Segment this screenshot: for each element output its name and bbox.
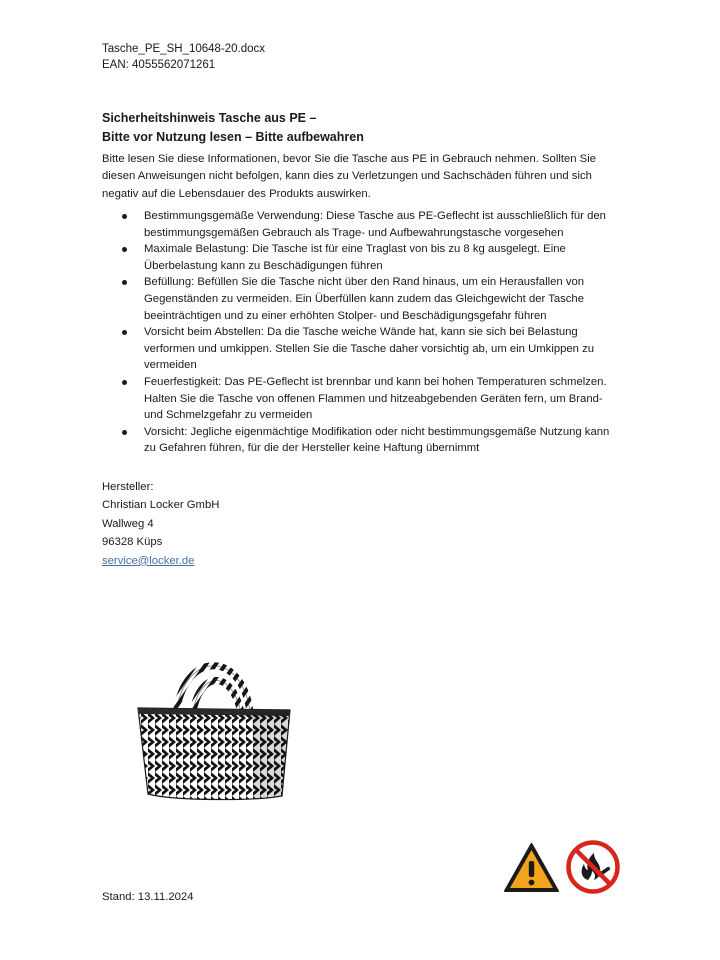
manufacturer-city: 96328 Küps — [102, 536, 163, 549]
bullet-line: Gegenständen zu vermeiden. Ein Überfüllen kann zudem das Gleichgewicht der Tasche — [144, 292, 584, 305]
bullet-item-caution — [102, 424, 622, 457]
bullet-dot-icon — [122, 430, 127, 435]
bullet-dot-icon — [122, 247, 127, 252]
bullet-line: Feuerfestigkeit: Das PE-Geflecht ist brennbar und kann bei hohen Temperaturen schmelzen. — [144, 375, 607, 388]
bullet-line: Maximale Belastung: Die Tasche ist für eine Traglast von bis zu 8 kg ausgelegt. Eine — [144, 243, 566, 256]
document-header — [102, 42, 265, 73]
bullet-item-intended-use — [102, 208, 622, 241]
bullet-line: Überbelastung kann zu Beschädigungen führen — [144, 259, 383, 272]
document-title — [102, 109, 364, 147]
manufacturer-street: Wallweg 4 — [102, 517, 154, 530]
intro-paragraph — [102, 151, 622, 203]
manufacturer-company: Christian Locker GmbH — [102, 499, 220, 512]
bullet-dot-icon — [122, 330, 127, 335]
woven-bag-image — [134, 652, 292, 802]
bullet-line: bestimmungsgemäßen Gebrauch als Trage- und Aufbewahrungstasche vorgesehen — [144, 226, 564, 239]
no-open-flame-icon — [566, 840, 620, 894]
intro-line: negativ auf die Lebensdauer des Produkts auswirken. — [102, 187, 371, 200]
manufacturer-email-link[interactable]: service@locker.de — [102, 554, 195, 567]
bullet-dot-icon — [122, 280, 127, 285]
intro-line: diesen Anweisungen nicht befolgen, kann dies zu Verletzungen und Sachschäden führen und sich — [102, 170, 592, 183]
bullet-item-setting-down — [102, 324, 622, 374]
bullet-dot-icon — [122, 214, 127, 219]
intro-line: Bitte lesen Sie diese Informationen, bevor Sie die Tasche aus PE in Gebrauch nehmen. Sollten Sie — [102, 153, 597, 165]
title-line-1: Sicherheitshinweis Tasche aus PE – — [102, 111, 317, 125]
manufacturer-label: Hersteller: — [102, 481, 154, 493]
bullet-line: Halten Sie die Tasche von offenen Flammen und hitzeabgebenden Geräten fern, um Brand- — [144, 392, 603, 405]
safety-bullet-list — [102, 208, 622, 457]
bullet-line: Vorsicht beim Abstellen: Da die Tasche weiche Wände hat, kann sie sich bei Belastung — [144, 326, 578, 339]
bullet-line: und Schmelzgefahr zu vermeiden — [144, 409, 313, 422]
bullet-line: Befüllung: Befüllen Sie die Tasche nicht über den Rand hinaus, um ein Herausfallen von — [144, 276, 585, 289]
manufacturer-block — [102, 478, 219, 570]
bullet-dot-icon — [122, 380, 127, 385]
bullet-item-max-load — [102, 241, 622, 274]
filename-text: Tasche_PE_SH_10648-20.docx — [102, 43, 266, 55]
bullet-line: vermeiden — [144, 359, 197, 372]
bullet-line: Vorsicht: Jegliche eigenmächtige Modifikation oder nicht bestimmungsgemäße Nutzung kann — [144, 425, 610, 438]
bullet-item-filling — [102, 274, 622, 324]
title-line-2: Bitte vor Nutzung lesen – Bitte aufbewahren — [102, 130, 364, 144]
bullet-line: beeinträchtigen und zu einer erhöhten Stolper- und Beschädigungsgefahr führen — [144, 309, 547, 322]
bullet-line: verformen und umkippen. Stellen Sie die Tasche daher vorsichtig ab, um ein Umkippen zu — [144, 342, 595, 355]
stand-date: Stand: 13.11.2024 — [102, 891, 194, 903]
ean-text: EAN: 4055562071261 — [102, 58, 216, 71]
bullet-line: Bestimmungsgemäße Verwendung: Diese Tasche aus PE-Geflecht ist ausschließlich für den — [144, 210, 606, 222]
warning-triangle-icon — [503, 842, 560, 894]
bullet-line: zu Gefahren führen, für die der Hersteller keine Haftung übernimmt — [144, 442, 480, 455]
bullet-item-fire-resistance — [102, 374, 622, 424]
